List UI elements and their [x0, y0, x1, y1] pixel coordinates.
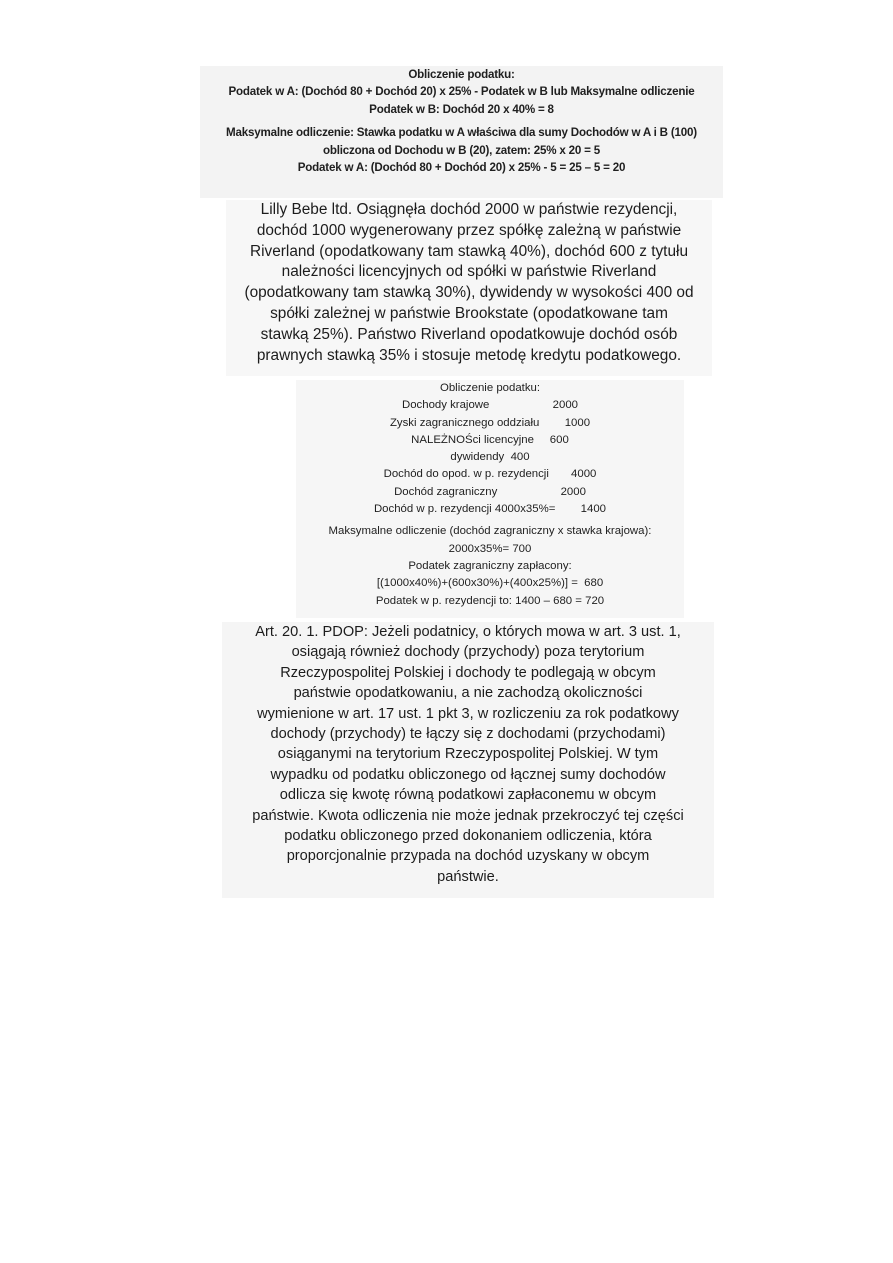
para1-line: należności licencyjnych od spółki w państwie Riverland	[281, 263, 657, 281]
calc1-line: Maksymalne odliczenie: Stawka podatku w A właściwa dla sumy Dochodów w A i B (100)	[226, 126, 697, 140]
calc2-row: [(1000x40%)+(600x30%)+(400x25%)] = 680	[376, 577, 604, 590]
art20-line: odlicza się kwotę równą podatkowi zapłaconemu w obcym	[279, 787, 657, 804]
calc2-row: Zyski zagranicznego oddziału 1000	[389, 416, 591, 429]
para1-line: Lilly Bebe ltd. Osiągnęła dochód 2000 w państwie rezydencji,	[260, 201, 678, 218]
art20-line: proporcjonalnie przypada na dochód uzyskany w obcym	[286, 848, 650, 865]
art20-line: Rzeczypospolitej Polskiej i dochody te podlegają w obcym	[280, 664, 656, 681]
tax-calculation-example-1	[200, 66, 723, 198]
art20-line: państwie. Kwota odliczenia nie może jednak przekroczyć tej części	[252, 807, 684, 824]
calc2-row: NALEŻNOŚci licencyjne 600	[411, 433, 569, 446]
calc1-title: Obliczenie podatku:	[408, 68, 515, 81]
art-20-pdop-paragraph	[222, 622, 714, 898]
art20-line: podatku obliczonego przed dokonaniem odliczenia, która	[284, 827, 652, 844]
calc2-row: Dochód zagraniczny 2000	[394, 485, 586, 498]
calc2-row: 2000x35%= 700	[448, 542, 532, 555]
calc1-line: Podatek w B: Dochód 20 x 40% = 8	[369, 102, 554, 116]
calc2-row: Dochód w p. rezydencji 4000x35%= 1400	[373, 503, 607, 516]
para1-line: stawką 25%). Państwo Riverland opodatkowuje dochód osób	[260, 325, 678, 343]
calc2-row: Dochody krajowe 2000	[401, 399, 578, 412]
calc2-row: dywidendy 400	[450, 451, 530, 464]
art20-line: osiągają również dochody (przychody) poza terytorium	[291, 644, 645, 661]
art20-line: wypadku od podatku obliczonego od łącznej sumy dochodów	[270, 766, 666, 783]
calc2-row: Podatek w p. rezydencji to: 1400 – 680 = 720	[375, 594, 605, 607]
para1-line: dochód 1000 wygenerowany przez spółkę zależną w państwie	[256, 221, 682, 239]
calc1-line: Podatek w A: (Dochód 80 + Dochód 20) x 25% - 5 = 25 – 5 = 20	[297, 160, 626, 174]
para1-line: Riverland (opodatkowany tam stawką 40%), dochód 600 z tytułu	[249, 242, 689, 260]
para1-line: spółki zależnej w państwie Brookstate (opodatkowane tam	[270, 304, 668, 322]
art20-line: Art. 20. 1. PDOP: Jeżeli podatnicy, o których mowa w art. 3 ust. 1,	[255, 624, 681, 640]
art20-line: dochody (przychody) te łączy się z dochodami (przychodami)	[270, 725, 666, 742]
calc2-row: Podatek zagraniczny zapłacony:	[408, 559, 572, 572]
para1-line: (opodatkowany tam stawką 30%), dywidendy w wysokości 400 od	[244, 284, 694, 302]
art20-line: państwie.	[437, 868, 499, 885]
calc2-row: Maksymalne odliczenie (dochód zagraniczny x stawka krajowa):	[328, 525, 652, 538]
lilly-bebe-case-paragraph	[226, 200, 712, 376]
calc2-title: Obliczenie podatku:	[439, 382, 541, 394]
para1-line: prawnych stawką 35% i stosuje metodę kredytu podatkowego.	[256, 346, 682, 364]
calc1-line: obliczona od Dochodu w B (20), zatem: 25% x 20 = 5	[322, 143, 600, 157]
art20-line: wymienione w art. 17 ust. 1 pkt 3, w rozliczeniu za rok podatkowy	[257, 705, 679, 722]
calc1-line: Podatek w A: (Dochód 80 + Dochód 20) x 25% - Podatek w B lub Maksymalne odliczenie	[228, 85, 695, 99]
art20-line: osiąganymi na terytorium Rzeczypospolitej Polskiej. W tym	[277, 746, 659, 763]
tax-calculation-example-2	[296, 380, 684, 618]
art20-line: państwie opodatkowaniu, a nie zachodzą okoliczności	[293, 685, 643, 702]
calc2-row: Dochód do opod. w p. rezydencji 4000	[383, 468, 597, 481]
